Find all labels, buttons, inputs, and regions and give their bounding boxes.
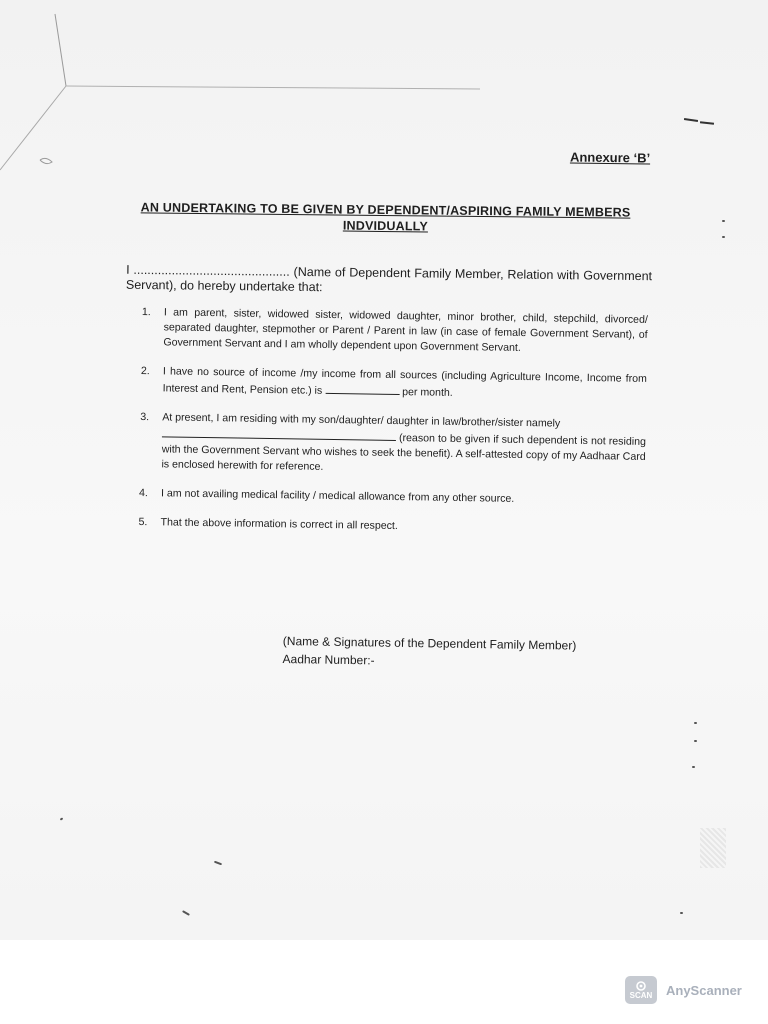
list-item	[141, 364, 647, 404]
list-item	[139, 486, 645, 509]
income-blank-field[interactable]	[325, 382, 399, 395]
scan-speck	[722, 236, 725, 238]
scan-speck	[694, 740, 697, 742]
item-text-before: I have no source of income /my income from all sources (including Agriculture Income, Income from Interest and Rent, Pension etc.) is	[162, 365, 647, 397]
scanner-logo-label: SCAN	[629, 990, 653, 1000]
intro-prefix: I .............................................	[126, 262, 290, 279]
scan-smudge	[700, 828, 726, 868]
item-text-after: per month.	[399, 386, 453, 399]
annexure-label: Annexure ‘B’	[569, 149, 651, 166]
title-line-2: INDVIDUALLY	[342, 218, 429, 234]
scan-speck	[680, 912, 683, 914]
item-text: That the above information is correct in all respect.	[160, 516, 398, 533]
item-text: I am parent, sister, widowed sister, widowed daughter, minor brother, child, stepchild, divorced/ separated daughter, stepmother or Parent / Parent in law (in case of female Government Servant), of Government Servant and I am wholly dependent upon Government Servant.	[163, 306, 648, 354]
scanner-watermark	[625, 976, 742, 1004]
list-item	[141, 305, 648, 358]
signature-label: (Name & Signatures of the Dependent Family Member)	[282, 633, 577, 653]
intro-paragraph	[126, 263, 652, 299]
scan-speck	[694, 722, 697, 724]
item-text: I am not availing medical facility / medical allowance from any other source.	[160, 487, 515, 505]
item-number: 1.	[141, 305, 151, 319]
scan-speck	[692, 766, 695, 768]
item-number: 2.	[140, 364, 150, 378]
item-number: 4.	[138, 486, 148, 500]
undertaking-list	[138, 305, 648, 552]
camera-icon	[635, 981, 647, 991]
paper-fold-marks	[0, 0, 768, 200]
document-title	[118, 199, 653, 237]
intro-rest: (Name of Dependent Family Member, Relation with Government Servant), do hereby undertake that:	[125, 264, 653, 295]
item-text-after: (reason to be given if such dependent is not residing with the Government Servant who wishes to seek the benefit). A self-attested copy of my Aadhaar Card is enclosed herewith for reference.	[161, 432, 647, 473]
item-text	[163, 364, 647, 404]
scanner-logo	[625, 976, 657, 1004]
item-text	[161, 410, 646, 480]
item-text-before: At present, I am residing with my son/daughter/ daughter in law/brother/sister namely	[162, 411, 561, 430]
scan-speck	[722, 220, 725, 222]
resident-name-blank-field[interactable]	[162, 425, 396, 441]
signature-block	[282, 632, 576, 673]
list-item	[139, 410, 646, 480]
item-number: 5.	[138, 515, 148, 529]
item-number: 3.	[140, 410, 150, 424]
scanner-name: AnyScanner	[666, 982, 742, 998]
aadhar-label: Aadhar Number:-	[282, 651, 375, 668]
title-line-1: AN UNDERTAKING TO BE GIVEN BY DEPENDENT/ASPIRING FAMILY MEMBERS	[140, 200, 631, 220]
list-item	[138, 515, 644, 538]
